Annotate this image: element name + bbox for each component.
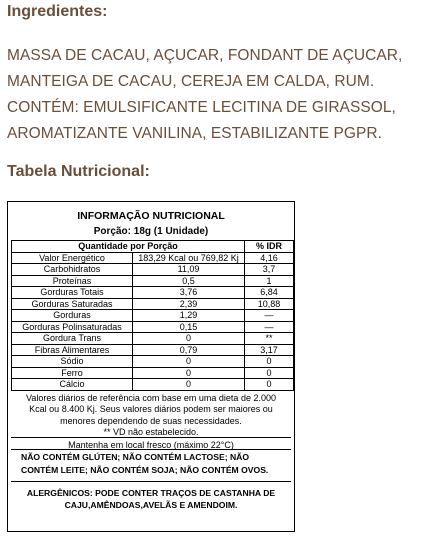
cell-value: 11,09 bbox=[133, 264, 245, 276]
table-row bbox=[12, 367, 294, 379]
label-portion: Porção: 18g (1 Unidade) bbox=[93, 226, 209, 237]
cell-name: Gorduras Totais bbox=[12, 287, 133, 299]
cell-idr: 1 bbox=[245, 275, 294, 287]
cell-name: Proteínas bbox=[12, 275, 133, 287]
cell-idr: 3,17 bbox=[245, 344, 294, 356]
table-row bbox=[12, 298, 294, 310]
header-idr: % IDR bbox=[245, 241, 294, 253]
cell-name: Gorduras Saturadas bbox=[12, 298, 133, 310]
cell-name: Carbohidratos bbox=[12, 264, 133, 276]
header-quantity: Quantidade por Porção bbox=[12, 241, 245, 253]
cell-value: 0 bbox=[133, 356, 245, 368]
table-row bbox=[12, 264, 294, 276]
table-header-row bbox=[12, 241, 294, 253]
allergen-warning: ALERGÊNICOS: PODE CONTER TRAÇOS DE CASTANHA DE CAJU,AMÊNDOAS,AVELÃS E AMENDOIM. bbox=[26, 487, 276, 510]
cell-idr: — bbox=[245, 321, 294, 333]
cell-name: Gorduras bbox=[12, 310, 133, 322]
ingredients-heading: Ingredientes: bbox=[7, 3, 108, 20]
cell-idr: 0 bbox=[245, 356, 294, 368]
cell-name: Fibras Alimentares bbox=[12, 344, 133, 356]
nutrition-label bbox=[7, 201, 295, 532]
vd-note: ** VD não estabelecido. bbox=[103, 427, 199, 437]
daily-values-note bbox=[11, 391, 291, 438]
table-row bbox=[12, 356, 294, 368]
cell-name: Cálcio bbox=[12, 379, 133, 391]
table-row bbox=[12, 379, 294, 391]
table-row bbox=[12, 321, 294, 333]
cell-value: 0 bbox=[133, 367, 245, 379]
cell-idr: 0 bbox=[245, 379, 294, 391]
cell-name: Gorduras Polinsaturadas bbox=[12, 321, 133, 333]
daily-values-text: Valores diários de referência com base em uma dieta de 2.000 Kcal ou 8.400 Kj. Seus valores diários podem ser maiores ou menores dependendo de suas necessidades. bbox=[26, 392, 276, 426]
cell-name: Sódio bbox=[12, 356, 133, 368]
cell-value: 183,29 Kcal ou 769,82 Kj bbox=[133, 252, 245, 264]
cell-value: 0 bbox=[133, 333, 245, 345]
nutrition-heading: Tabela Nutricional: bbox=[7, 163, 150, 180]
cell-idr: 10,88 bbox=[245, 298, 294, 310]
cell-idr: 6,84 bbox=[245, 287, 294, 299]
cell-value: 0,15 bbox=[133, 321, 245, 333]
cell-idr: — bbox=[245, 310, 294, 322]
cell-value: 2,39 bbox=[133, 298, 245, 310]
table-row bbox=[12, 333, 294, 345]
cell-idr: 0 bbox=[245, 367, 294, 379]
cell-idr: ** bbox=[245, 333, 294, 345]
cell-value: 1,29 bbox=[133, 310, 245, 322]
table-row bbox=[12, 344, 294, 356]
cell-idr: 3,7 bbox=[245, 264, 294, 276]
cell-idr: 4,16 bbox=[245, 252, 294, 264]
ingredients-text: MASSA DE CACAU, AÇUCAR, FONDANT DE AÇUCAR, MANTEIGA DE CACAU, CEREJA EM CALDA, RUM. CONTÉM: EMULSIFICANTE LECITINA DE GIRASSOL, AROMATIZANTE VANILINA, ESTABILIZANTE PGPR. bbox=[7, 47, 403, 142]
cell-name: Gordura Trans bbox=[12, 333, 133, 345]
cell-value: 0,79 bbox=[133, 344, 245, 356]
label-heading: INFORMAÇÃO NUTRICIONAL bbox=[77, 210, 225, 222]
cell-value: 3,76 bbox=[133, 287, 245, 299]
storage-note: Mantenha em local fresco (máximo 22°C) bbox=[11, 438, 291, 450]
table-row bbox=[12, 275, 294, 287]
table-row bbox=[12, 310, 294, 322]
allergen-free-note: NÃO CONTÉM GLÚTEN; NÃO CONTÉM LACTOSE; NÃO CONTÉM LEITE; NÃO CONTÉM SOJA; NÃO CONTÉM OVOS. bbox=[11, 450, 291, 482]
nutrition-table bbox=[11, 240, 294, 391]
cell-value: 0,5 bbox=[133, 275, 245, 287]
cell-value: 0 bbox=[133, 379, 245, 391]
table-row bbox=[12, 252, 294, 264]
cell-name: Valor Energético bbox=[12, 252, 133, 264]
cell-name: Ferro bbox=[12, 367, 133, 379]
table-row bbox=[12, 287, 294, 299]
